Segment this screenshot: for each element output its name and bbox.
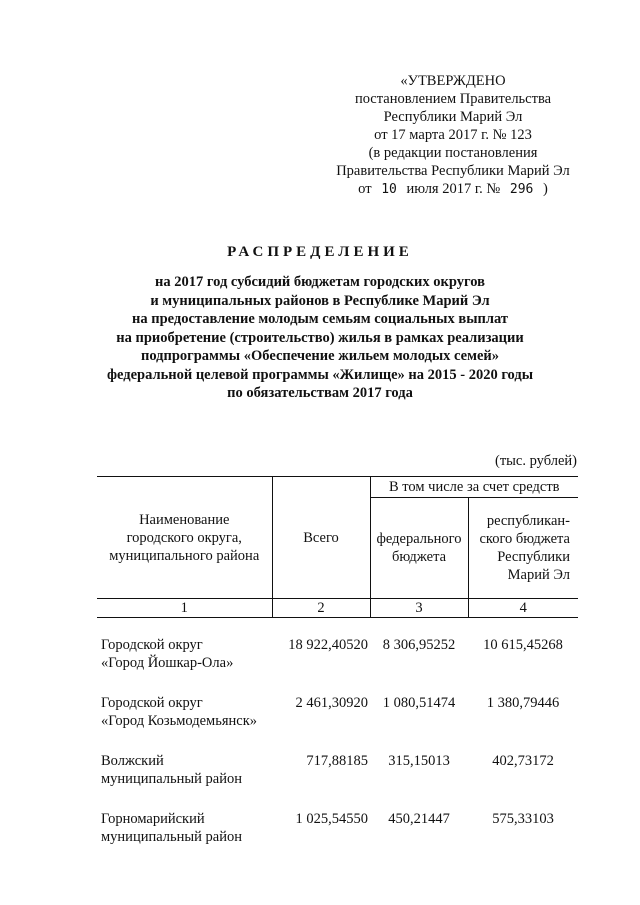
total-value: 1 025,54550 <box>295 811 368 827</box>
header-group: В том числе за счет средств <box>370 477 578 498</box>
approval-line: постановлением Правительства <box>354 91 552 107</box>
document-subtitle <box>100 273 540 403</box>
subtitle-line: на 2017 год субсидий бюджетам городских округов <box>155 274 485 290</box>
column-number: 4 <box>468 599 578 618</box>
subtitle-line: на приобретение (строительство) жилья в рамках реализации <box>116 329 524 346</box>
approval-line: от 17 марта 2017 г. № 123 <box>374 127 532 143</box>
approval-line: Правительства Республики Марий Эл <box>336 163 570 179</box>
column-number-row <box>97 599 578 618</box>
subtitle-line: подпрограммы «Обеспечение жильем молодых семей» <box>140 348 500 364</box>
approval-line: «УТВЕРЖДЕНО <box>400 73 506 89</box>
subtitle-line: по обязательствам 2017 года <box>227 385 413 401</box>
federal-value: 315,15013 <box>388 753 450 769</box>
amendment-date-line <box>328 180 578 199</box>
header-federal: федерального бюджета <box>370 498 468 599</box>
column-number: 3 <box>370 599 468 618</box>
subtitle-line: на предоставление молодым семьям социальных выплат <box>131 311 509 327</box>
district-name: Городской округ «Город Йошкар-Ола» <box>101 637 234 671</box>
republic-value: 10 615,45268 <box>483 637 563 653</box>
header-republic: республикан- ского бюджета Республики Марий Эл <box>468 498 578 599</box>
approval-line: (в редакции постановления <box>368 145 538 161</box>
subtitle-line: и муниципальных районов в Республике Марий Эл <box>150 292 490 309</box>
total-value: 2 461,30920 <box>295 695 368 711</box>
table-header-row <box>97 477 578 498</box>
table-row <box>97 694 578 752</box>
federal-value: 450,21447 <box>388 811 450 827</box>
table-row <box>97 636 578 694</box>
district-name: Горномарийский муниципальный район <box>101 811 242 845</box>
district-name: Волжский муниципальный район <box>101 753 242 787</box>
units-label: (тыс. рублей) <box>495 453 577 469</box>
subsidy-table <box>97 476 578 868</box>
total-value: 717,88185 <box>306 753 368 769</box>
approval-line: Республики Марий Эл <box>383 109 523 125</box>
date-suffix: ) <box>543 181 548 197</box>
date-prefix: от <box>358 181 372 197</box>
column-number: 1 <box>97 599 272 618</box>
table-row <box>97 752 578 810</box>
date-month-year: июля 2017 г. № <box>406 181 501 197</box>
total-value: 18 922,40520 <box>288 637 368 653</box>
header-total: Всего <box>272 477 370 599</box>
republic-value: 575,33103 <box>492 811 554 827</box>
district-name: Городской округ «Город Козьмодемьянск» <box>101 695 258 729</box>
federal-value: 1 080,51474 <box>382 695 456 711</box>
header-name: Наименование городского округа, муниципального района <box>97 477 272 599</box>
subtitle-line: федеральной целевой программы «Жилище» на 2015 - 2020 годы <box>106 366 534 383</box>
republic-value: 1 380,79446 <box>486 695 560 711</box>
date-number: 296 <box>509 182 534 197</box>
republic-value: 402,73172 <box>492 753 554 769</box>
table-row <box>97 810 578 868</box>
document-title: РАСПРЕДЕЛЕНИЕ <box>227 244 413 260</box>
approval-stamp <box>328 72 578 199</box>
date-day: 10 <box>381 182 397 197</box>
federal-value: 8 306,95252 <box>382 637 456 653</box>
column-number: 2 <box>272 599 370 618</box>
